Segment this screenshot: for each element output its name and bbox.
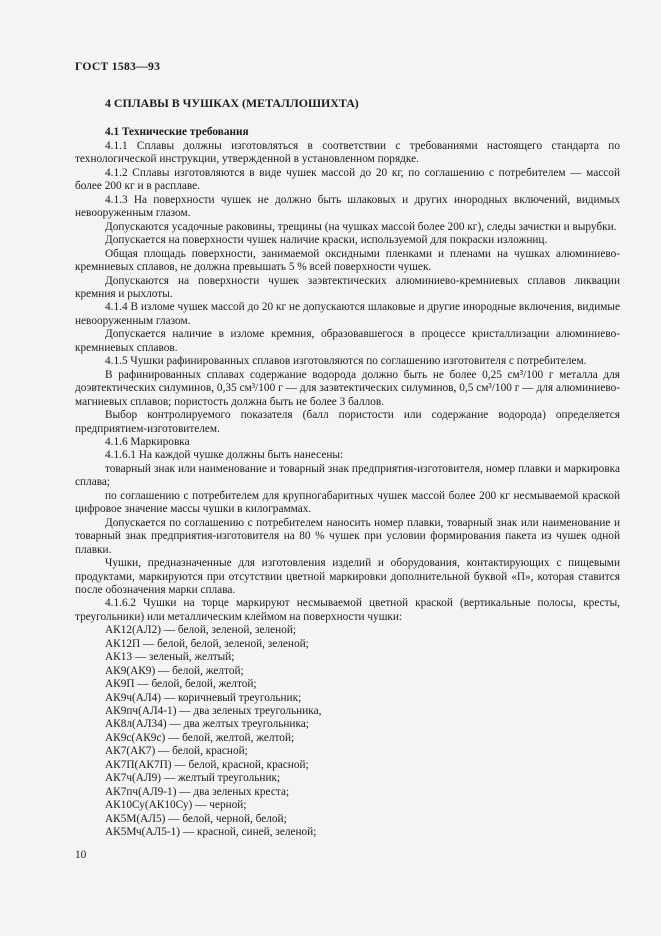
marking-list-item: АК7П(АК7П) — белой, красной, красной;: [105, 758, 309, 771]
marking-list-item: АК7пч(АЛ9-1) — два зеленых креста;: [105, 785, 290, 798]
marking-list-item: АК13 — зеленый, желтый;: [105, 651, 235, 664]
marking-list-item: АК9пч(АЛ4-1) — два зеленых треугольника,: [105, 705, 322, 718]
paragraph: 4.1.6.1 На каждой чушке должны быть нанесены:: [105, 449, 344, 462]
paragraph: по соглашению с потребителем для крупногабаритных чушек массой более 200 кг несмываемой краской цифровое значение массы чушки в килограммах.: [75, 489, 620, 516]
section-title: 4 СПЛАВЫ В ЧУШКАХ (МЕТАЛЛОШИХТА): [105, 96, 359, 110]
paragraph: Чушки, предназначенные для изготовления изделий и оборудования, контактирующих с пищевыми продуктами, маркируются при отсутствии цветной маркировки дополнительной буквой «П», которая ставится после обозначения марки сплава.: [75, 557, 620, 596]
marking-list-item: АК12(АЛ2) — белой, зеленой, зеленой;: [105, 624, 297, 637]
subsection-title: 4.1 Технические требования: [105, 126, 249, 138]
paragraph: 4.1.4 В изломе чушек массой до 20 кг не допускаются шлаковые и другие инородные включения, видимые невооруженным глазом.: [75, 301, 620, 327]
paragraph: 4.1.2 Сплавы изготовляются в виде чушек массой до 20 кг, по соглашению с потребителем — массой более 200 кг и в расплаве.: [75, 166, 620, 193]
paragraph: Допускаются на поверхности чушек заэвтектических алюминиево-кремниевых сплавов ликвации кремния и рыхлоты.: [75, 274, 620, 300]
marking-list: [75, 624, 620, 839]
marking-list-item: АК8л(АЛ34) — два желтых треугольника;: [105, 718, 309, 731]
marking-list-item: АК5Мч(АЛ5-1) — красной, синей, зеленой;: [105, 826, 317, 839]
marking-list-item: АК9(АК9) — белой, желтой;: [105, 664, 244, 677]
paragraph: В рафинированных сплавах содержание водорода должно быть не более 0,25 см³/100 г металла для доэвтектических силуминов, 0,35 см³/100 г — для заэвтектических силуминов, 0,5 см³/100 г — для алюминиево-магниевых сплавов; пористость должна быть не более 3 баллов.: [75, 368, 620, 408]
paragraph: Выбор контролируемого показателя (балл пористости или содержание водорода) определяется предприятием-изготовителем.: [75, 409, 620, 435]
paragraph: 4.1.5 Чушки рафинированных сплавов изготовляются по соглашению изготовителя с потребителем.: [105, 355, 587, 368]
marking-list-item: АК10Су(АК10Су) — черной;: [105, 799, 247, 812]
marking-list-item: АК9ч(АЛ4) — коричневый треугольник;: [105, 691, 302, 704]
paragraph: 4.1.6 Маркировка: [105, 435, 190, 448]
paragraph: Общая площадь поверхности, занимаемой оксидными пленками и пленами на чушках алюминиево-кремниевых сплавов, не должна превышать 5 % всей поверхности чушек.: [75, 247, 620, 274]
document-header: ГОСТ 1583—93: [75, 60, 161, 73]
marking-list-item: АК7ч(АЛ9) — желтый треугольник;: [105, 772, 281, 785]
paragraph: 4.1.6.2 Чушки на торце маркируют несмываемой цветной краской (вертикальные полосы, кресты, треугольники) или металлическим клеймом на поверхности чушки:: [75, 597, 620, 623]
paragraph: Допускается наличие в изломе кремния, образовавшегося в процессе кристаллизации алюминиево-кремниевых сплавов.: [75, 328, 620, 354]
paragraph: 4.1.1 Сплавы должны изготовляться в соответствии с требованиями настоящего стандарта по технологической инструкции, утвержденной в установленном порядке.: [75, 140, 620, 166]
paragraph: Допускается по соглашению с потребителем наносить номер плавки, товарный знак или наименование и товарный знак предприятия-изготовителя на 80 % чушек при условии формирования пакета из чушек одной плавки.: [75, 516, 620, 556]
page-number: 10: [75, 848, 87, 861]
paragraph: Допускаются усадочные раковины, трещины (на чушках массой более 200 кг), следы зачистки и вырубки.: [105, 220, 617, 233]
paragraphs-container: [75, 140, 620, 624]
paragraph: товарный знак или наименование и товарный знак предприятия-изготовителя, номер плавки и маркировка сплава;: [75, 462, 620, 489]
marking-list-item: АК9с(АК9с) — белой, желтой, желтой;: [105, 731, 295, 744]
marking-list-item: АК7(АК7) — белой, красной;: [105, 745, 248, 758]
marking-list-item: АК5М(АЛ5) — белой, черной, белой;: [105, 812, 287, 825]
marking-list-item: АК9П — белой, белой, желтой;: [105, 678, 257, 691]
marking-list-item: АК12П — белой, белой, зеленой, зеленой;: [105, 637, 309, 650]
paragraph: Допускается на поверхности чушек наличие краски, используемой для покраски изложниц.: [105, 234, 548, 247]
paragraph: 4.1.3 На поверхности чушек не должно быть шлаковых и других инородных включений, видимых невооруженным глазом.: [75, 193, 620, 220]
